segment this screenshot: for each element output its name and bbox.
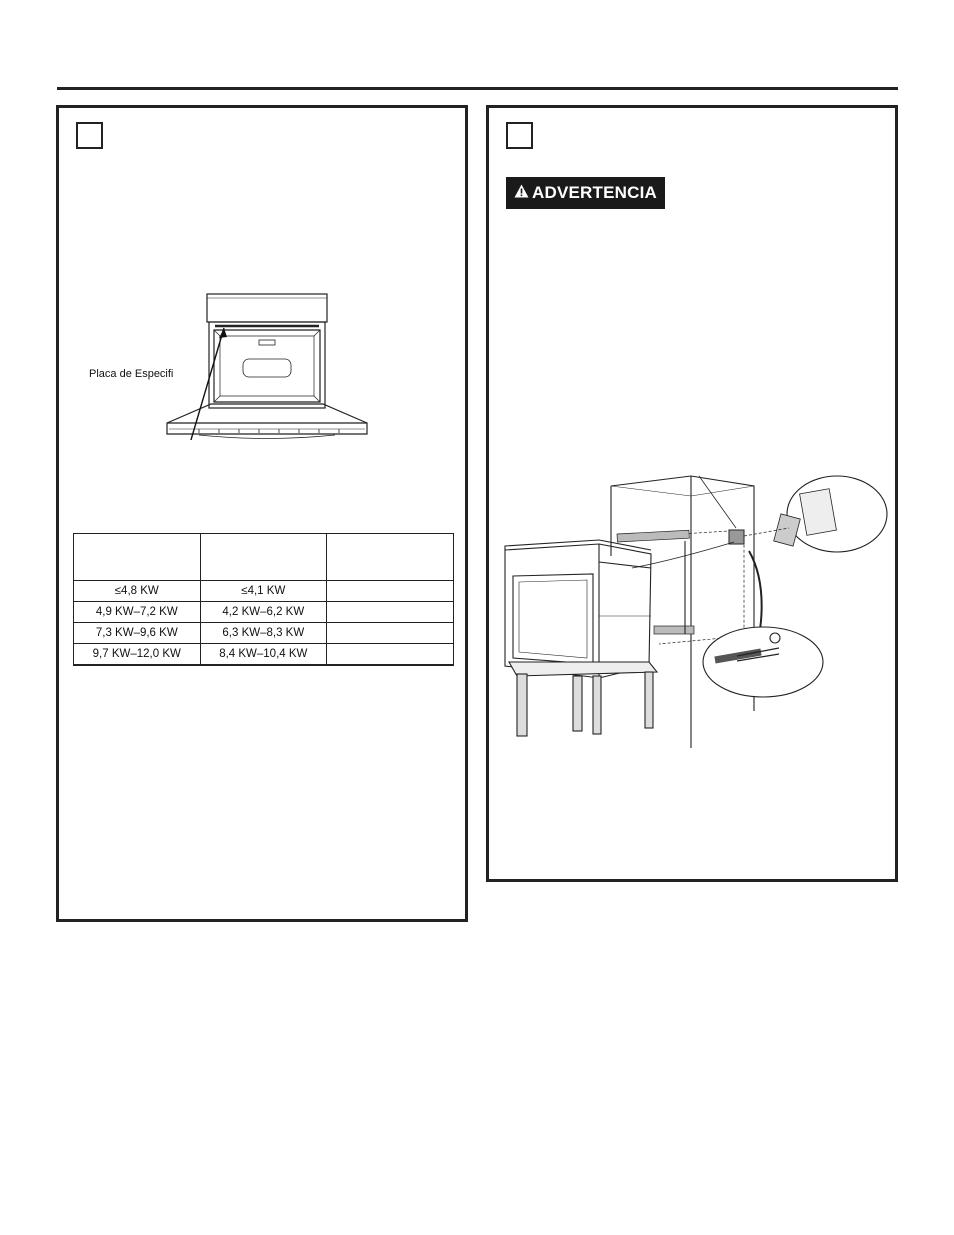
table-header-row (74, 534, 454, 581)
warning-label: ADVERTENCIA (532, 183, 657, 202)
table-cell: 6,3 KW–8,3 KW (200, 623, 327, 644)
table-cell (327, 581, 454, 602)
table-cell: ≤4,1 KW (200, 581, 327, 602)
table-row (74, 581, 454, 602)
table-header-cell (74, 534, 201, 581)
table-cell: 4,2 KW–6,2 KW (200, 602, 327, 623)
kw-rating-table (73, 533, 454, 666)
table-cell: 4,9 KW–7,2 KW (74, 602, 201, 623)
table-header-cell (327, 534, 454, 581)
oven-installation-figure (499, 466, 889, 751)
table-cell (327, 644, 454, 666)
table-cell (327, 602, 454, 623)
oven-rating-plate-figure (159, 290, 379, 440)
step-checkbox[interactable] (506, 122, 533, 149)
table-cell: 7,3 KW–9,6 KW (74, 623, 201, 644)
table-header-cell (200, 534, 327, 581)
step-checkbox[interactable] (76, 122, 103, 149)
table-row (74, 602, 454, 623)
rating-plate-callout: Placa de Especifi (89, 368, 174, 380)
left-step-panel (56, 105, 468, 922)
warning-triangle-icon (514, 183, 529, 203)
warning-banner (506, 177, 665, 209)
table-row (74, 623, 454, 644)
right-step-panel (486, 105, 898, 882)
top-rule (57, 87, 898, 90)
table-cell: 8,4 KW–10,4 KW (200, 644, 327, 666)
table-cell: 9,7 KW–12,0 KW (74, 644, 201, 666)
table-cell (327, 623, 454, 644)
table-row (74, 644, 454, 666)
table-cell: ≤4,8 KW (74, 581, 201, 602)
